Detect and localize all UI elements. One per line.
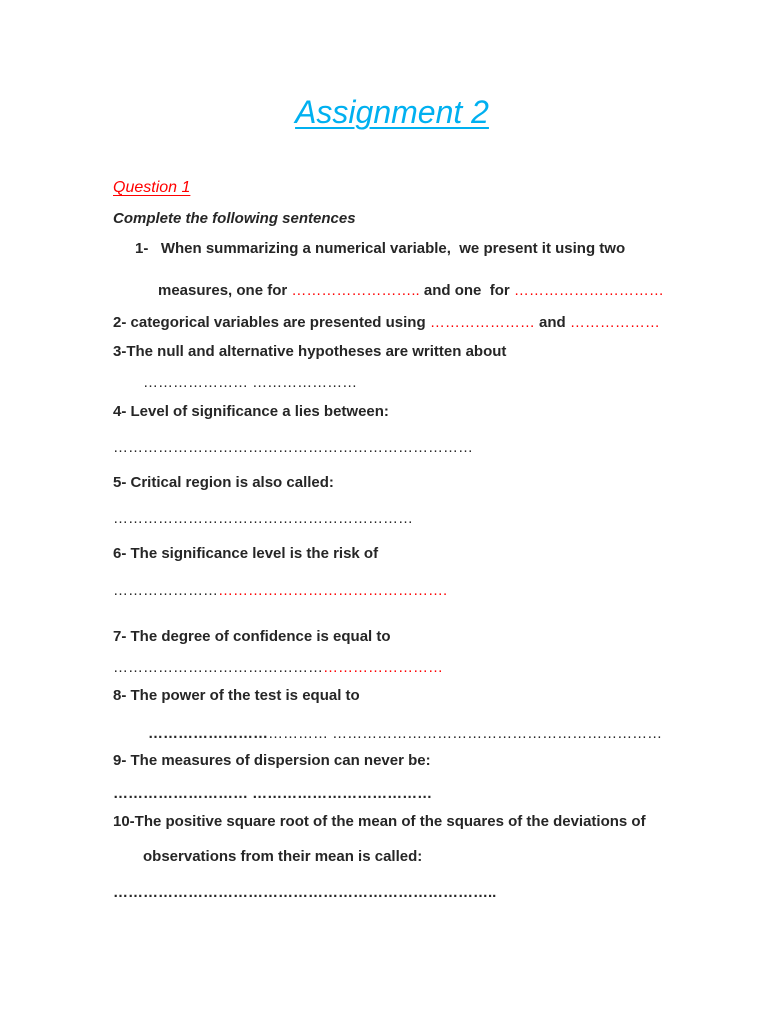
q2-blank-b: ……………… xyxy=(569,314,660,331)
q8-blank-b: ………… ………………………………………………………… xyxy=(268,725,663,742)
q9-text: 9- The measures of dispersion can never be: xyxy=(113,752,431,769)
q2-blank-a: ………………… xyxy=(429,314,535,331)
q4-text: 4- Level of significance a lies between: xyxy=(113,403,389,420)
q6-blank-red: ………………………………………. xyxy=(218,582,448,599)
q1-text-a: measures, one for xyxy=(158,282,292,299)
assignment-title: Assignment 2 xyxy=(295,94,489,130)
q8-blank xyxy=(148,725,662,743)
q1-blank-a: …………………….. xyxy=(291,282,420,299)
instruction-text: Complete the following sentences xyxy=(113,210,356,227)
q9-blank: ……………………… ……………………………… xyxy=(113,785,433,802)
q5-blank: …………………………………………………… xyxy=(113,510,413,527)
q2-line xyxy=(113,314,660,332)
q5-text: 5- Critical region is also called: xyxy=(113,474,334,491)
q10-line1: 10-The positive square root of the mean of the squares of the deviations of xyxy=(113,813,646,830)
q10-blank: ………………………………………………………………….. xyxy=(113,884,497,901)
q1-line2 xyxy=(158,282,664,300)
q1-text-b: and one for xyxy=(419,282,514,299)
q2-text-a: 2- categorical variables are presented using xyxy=(113,314,430,331)
q1-line1: 1- When summarizing a numerical variable, we present it using two xyxy=(135,240,626,257)
q10-line2: observations from their mean is called: xyxy=(143,848,423,865)
q8-blank-a: …………………… xyxy=(148,725,268,742)
q7-blank-black: …………………………………… xyxy=(113,659,323,676)
q1-blank-b: ………………………… xyxy=(513,282,664,299)
q6-blank xyxy=(113,582,447,600)
q7-blank xyxy=(113,659,443,677)
q6-blank-black: ………………… xyxy=(113,582,218,599)
q6-text: 6- The significance level is the risk of xyxy=(113,545,379,562)
q8-text: 8- The power of the test is equal to xyxy=(113,687,360,704)
q7-blank-red: …………………… xyxy=(323,659,443,676)
q4-blank: ……………………………………………………………… xyxy=(113,439,473,456)
q3-blank: ………………… ………………… xyxy=(143,374,358,391)
q2-text-b: and xyxy=(534,314,570,331)
question-heading: Question 1 xyxy=(113,179,191,196)
q3-text: 3-The null and alternative hypotheses are written about xyxy=(113,343,507,360)
q7-text: 7- The degree of confidence is equal to xyxy=(113,628,391,645)
